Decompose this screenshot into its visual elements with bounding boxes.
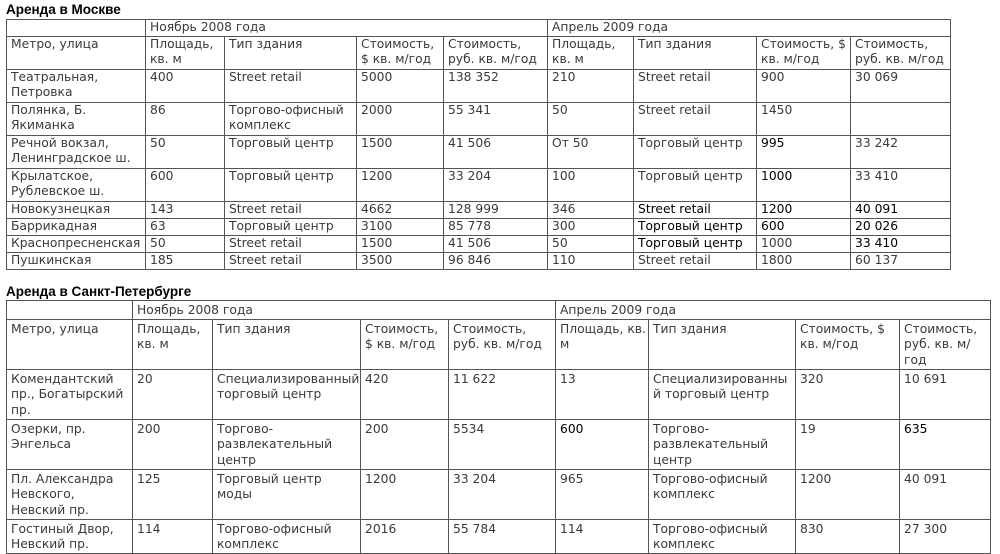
- table-cell: 2000: [357, 102, 444, 135]
- table-row: [7, 69, 951, 102]
- table-cell: 185: [146, 252, 225, 269]
- column-header: Стоимость, руб. кв. м/год: [444, 36, 548, 69]
- table-row: [7, 235, 951, 252]
- table-cell: [851, 102, 951, 135]
- table-cell: 40 091: [851, 201, 951, 218]
- column-header: Площадь, кв. м: [133, 319, 213, 369]
- table-cell: 10 691: [900, 369, 991, 419]
- table-cell: 600: [556, 419, 649, 469]
- table-row: [7, 419, 991, 469]
- table-row: [7, 102, 951, 135]
- table-cell: Street retail: [225, 69, 357, 102]
- table-cell: Street retail: [634, 201, 757, 218]
- table-cell: 1200: [361, 469, 449, 519]
- table-cell: 400: [146, 69, 225, 102]
- table-cell: 33 410: [851, 168, 951, 201]
- table-cell: Новокузнецкая: [7, 201, 146, 218]
- column-header: Стоимость, руб. кв. м/год: [449, 319, 556, 369]
- table-cell: 420: [361, 369, 449, 419]
- table-cell: Торгово-развлекательный центр: [213, 419, 361, 469]
- column-header: Тип здания: [649, 319, 796, 369]
- table-cell: 210: [548, 69, 634, 102]
- table-cell: 1200: [357, 168, 444, 201]
- table-cell: Street retail: [634, 69, 757, 102]
- column-header: Стоимость, руб. кв. м/год: [900, 319, 991, 369]
- table-cell: 33 410: [851, 235, 951, 252]
- table-cell: 830: [796, 519, 900, 553]
- table-cell: 3100: [357, 218, 444, 235]
- column-header: Площадь, кв. м: [548, 36, 634, 69]
- table-cell: 30 069: [851, 69, 951, 102]
- table-cell: 96 846: [444, 252, 548, 269]
- table-cell: 600: [757, 218, 851, 235]
- table-cell: Торговый центр: [634, 235, 757, 252]
- table-cell: Торгово-офисный комплекс: [213, 519, 361, 553]
- table-cell: 5534: [449, 419, 556, 469]
- table-cell: 1000: [757, 235, 851, 252]
- table-cell: 320: [796, 369, 900, 419]
- table-cell: 1500: [357, 235, 444, 252]
- table-cell: 19: [796, 419, 900, 469]
- table-cell: 11 622: [449, 369, 556, 419]
- table-cell: Специализированный торговый центр: [649, 369, 796, 419]
- table-cell: Гостиный Двор, Невский пр.: [7, 519, 133, 553]
- table-cell: Торгово-офисный комплекс: [649, 519, 796, 553]
- period-header: Апрель 2009 года: [548, 20, 951, 37]
- table-cell: 60 137: [851, 252, 951, 269]
- table-cell: 55 341: [444, 102, 548, 135]
- table-cell: Торговый центр: [634, 135, 757, 168]
- column-header: Стоимость, руб. кв. м/год: [851, 36, 951, 69]
- table-cell: 1200: [757, 201, 851, 218]
- table-cell: Торговый центр: [225, 218, 357, 235]
- table-cell: 1800: [757, 252, 851, 269]
- blank-header-cell: [7, 20, 146, 37]
- table-cell: 40 091: [900, 469, 991, 519]
- table-cell: Озерки, пр. Энгельса: [7, 419, 133, 469]
- table-cell: 20 026: [851, 218, 951, 235]
- table-cell: Street retail: [225, 235, 357, 252]
- table-cell: Торговый центр: [634, 168, 757, 201]
- column-header: Стоимость, $ кв. м/год: [757, 36, 851, 69]
- table-cell: 300: [548, 218, 634, 235]
- table-cell: 1450: [757, 102, 851, 135]
- table-cell: Специализированный торговый центр: [213, 369, 361, 419]
- table-cell: 33 204: [444, 168, 548, 201]
- table-cell: 1000: [757, 168, 851, 201]
- table-cell: 200: [133, 419, 213, 469]
- table-cell: 965: [556, 469, 649, 519]
- column-header: Стоимость, $ кв. м/год: [361, 319, 449, 369]
- column-header: Тип здания: [225, 36, 357, 69]
- table-cell: 635: [900, 419, 991, 469]
- column-header: Метро, улица: [7, 36, 146, 69]
- blank-header-cell: [7, 301, 133, 320]
- table-cell: 346: [548, 201, 634, 218]
- table-cell: Street retail: [634, 102, 757, 135]
- table-cell: 33 242: [851, 135, 951, 168]
- table-row: [7, 469, 991, 519]
- table-row: [7, 135, 951, 168]
- column-header: Тип здания: [213, 319, 361, 369]
- table-cell: 50: [146, 235, 225, 252]
- table-cell: Street retail: [225, 201, 357, 218]
- table-cell: 20: [133, 369, 213, 419]
- moscow-section-title: Аренда в Москве: [6, 2, 121, 17]
- period-header: Ноябрь 2008 года: [133, 301, 556, 320]
- column-header: Площадь, кв. м: [556, 319, 649, 369]
- table-cell: 600: [146, 168, 225, 201]
- table-cell: Street retail: [634, 252, 757, 269]
- column-header: Метро, улица: [7, 319, 133, 369]
- moscow-rent-table: [6, 19, 951, 270]
- table-cell: 85 778: [444, 218, 548, 235]
- table-cell: 41 506: [444, 135, 548, 168]
- column-header: Стоимость, $ кв. м/год: [796, 319, 900, 369]
- column-header: Площадь, кв. м: [146, 36, 225, 69]
- table-cell: 63: [146, 218, 225, 235]
- table-row: [7, 201, 951, 218]
- table-cell: Речной вокзал, Ленинградское ш.: [7, 135, 146, 168]
- table-cell: Пл. Александра Невского, Невский пр.: [7, 469, 133, 519]
- table-cell: Торговый центр: [225, 168, 357, 201]
- table-cell: 3500: [357, 252, 444, 269]
- table-cell: 1200: [796, 469, 900, 519]
- table-cell: Баррикадная: [7, 218, 146, 235]
- spb-section-title: Аренда в Санкт-Петербурге: [6, 284, 192, 299]
- table-cell: 110: [548, 252, 634, 269]
- table-cell: Пушкинская: [7, 252, 146, 269]
- table-cell: Крылатское, Рублевское ш.: [7, 168, 146, 201]
- table-cell: 13: [556, 369, 649, 419]
- table-cell: Торгово-офисный комплекс: [225, 102, 357, 135]
- table-cell: Торгово-офисный комплекс: [649, 469, 796, 519]
- table-cell: 143: [146, 201, 225, 218]
- table-cell: 995: [757, 135, 851, 168]
- column-header: Тип здания: [634, 36, 757, 69]
- table-cell: 138 352: [444, 69, 548, 102]
- table-cell: Краснопресненская: [7, 235, 146, 252]
- table-cell: 50: [146, 135, 225, 168]
- table-row: [7, 519, 991, 553]
- table-cell: Комендантский пр., Богатырский пр.: [7, 369, 133, 419]
- table-row: [7, 168, 951, 201]
- table-cell: 200: [361, 419, 449, 469]
- spb-rent-table: [6, 300, 991, 554]
- table-cell: 100: [548, 168, 634, 201]
- table-row: [7, 218, 951, 235]
- table-cell: 5000: [357, 69, 444, 102]
- table-row: [7, 252, 951, 269]
- table-cell: 125: [133, 469, 213, 519]
- table-cell: От 50: [548, 135, 634, 168]
- table-cell: 2016: [361, 519, 449, 553]
- table-cell: Торгово-развлекательный центр: [649, 419, 796, 469]
- table-cell: Торговый центр: [634, 218, 757, 235]
- table-cell: 900: [757, 69, 851, 102]
- table-cell: Театральная, Петровка: [7, 69, 146, 102]
- table-cell: 114: [556, 519, 649, 553]
- table-cell: 114: [133, 519, 213, 553]
- table-cell: Торговый центр моды: [213, 469, 361, 519]
- table-cell: 33 204: [449, 469, 556, 519]
- table-cell: 50: [548, 235, 634, 252]
- period-header: Апрель 2009 года: [556, 301, 991, 320]
- table-cell: Полянка, Б. Якиманка: [7, 102, 146, 135]
- period-header: Ноябрь 2008 года: [146, 20, 548, 37]
- table-cell: 4662: [357, 201, 444, 218]
- table-cell: 50: [548, 102, 634, 135]
- table-cell: Street retail: [225, 252, 357, 269]
- column-header: Стоимость, $ кв. м/год: [357, 36, 444, 69]
- table-row: [7, 369, 991, 419]
- table-cell: Торговый центр: [225, 135, 357, 168]
- table-cell: 128 999: [444, 201, 548, 218]
- table-cell: 41 506: [444, 235, 548, 252]
- table-cell: 1500: [357, 135, 444, 168]
- table-cell: 55 784: [449, 519, 556, 553]
- table-cell: 86: [146, 102, 225, 135]
- table-cell: 27 300: [900, 519, 991, 553]
